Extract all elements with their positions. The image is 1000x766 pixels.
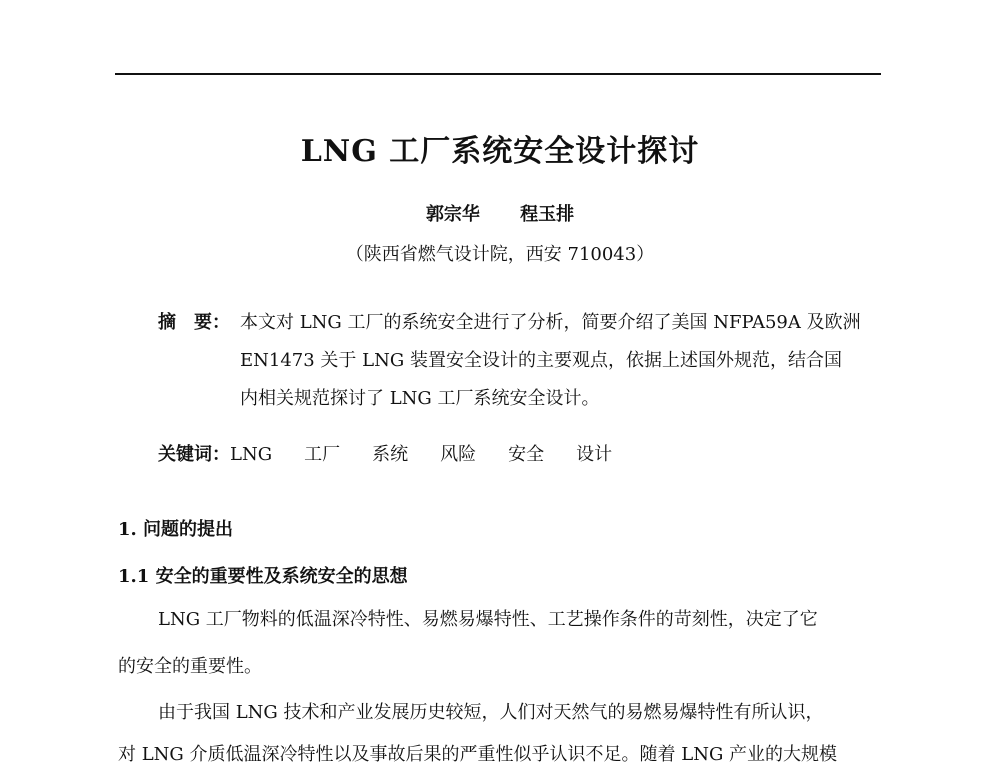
keyword: 工厂 [304, 444, 341, 465]
author-name: 郭宗华 [425, 204, 480, 225]
keyword: 系统 [372, 444, 409, 465]
header-rule [115, 73, 881, 75]
keyword: 风险 [440, 444, 477, 465]
abstract-line: 内相关规范探讨了 LNG 工厂系统安全设计。 [240, 388, 600, 409]
author-name: 程玉排 [520, 204, 575, 225]
abstract-label: 摘 要： [158, 312, 230, 333]
keyword: 安全 [508, 444, 545, 465]
paragraph-line: 对 LNG 介质低温深冷特性以及事故后果的严重性似乎认识不足。随着 LNG 产业的大规模 [118, 744, 838, 765]
keywords [158, 440, 644, 466]
abstract-line: 本文对 LNG 工厂的系统安全进行了分析，简要介绍了美国 NFPA59A 及欧洲 [240, 312, 861, 333]
paragraph-line: LNG 工厂物料的低温深冷特性、易燃易爆特性、工艺操作条件的苛刻性，决定了它 [158, 609, 818, 630]
abstract-line: EN1473 关于 LNG 装置安全设计的主要观点，依据上述国外规范，结合国 [240, 350, 842, 371]
paper-title: LNG 工厂系统安全设计探讨 [300, 134, 700, 169]
keyword: 设计 [576, 444, 613, 465]
affiliation: （陕西省燃气设计院，西安 710043） [345, 244, 655, 265]
keywords-label: 关键词： [158, 444, 230, 465]
author-list [0, 200, 1000, 226]
keyword: LNG [230, 444, 273, 465]
subsection-heading: 1.1 安全的重要性及系统安全的思想 [118, 566, 408, 587]
paragraph-line: 的安全的重要性。 [118, 656, 262, 677]
abstract [158, 304, 884, 418]
section-heading: 1. 问题的提出 [118, 519, 234, 540]
paragraph-line: 由于我国 LNG 技术和产业发展历史较短，人们对天然气的易燃易爆特性有所认识， [158, 702, 824, 723]
